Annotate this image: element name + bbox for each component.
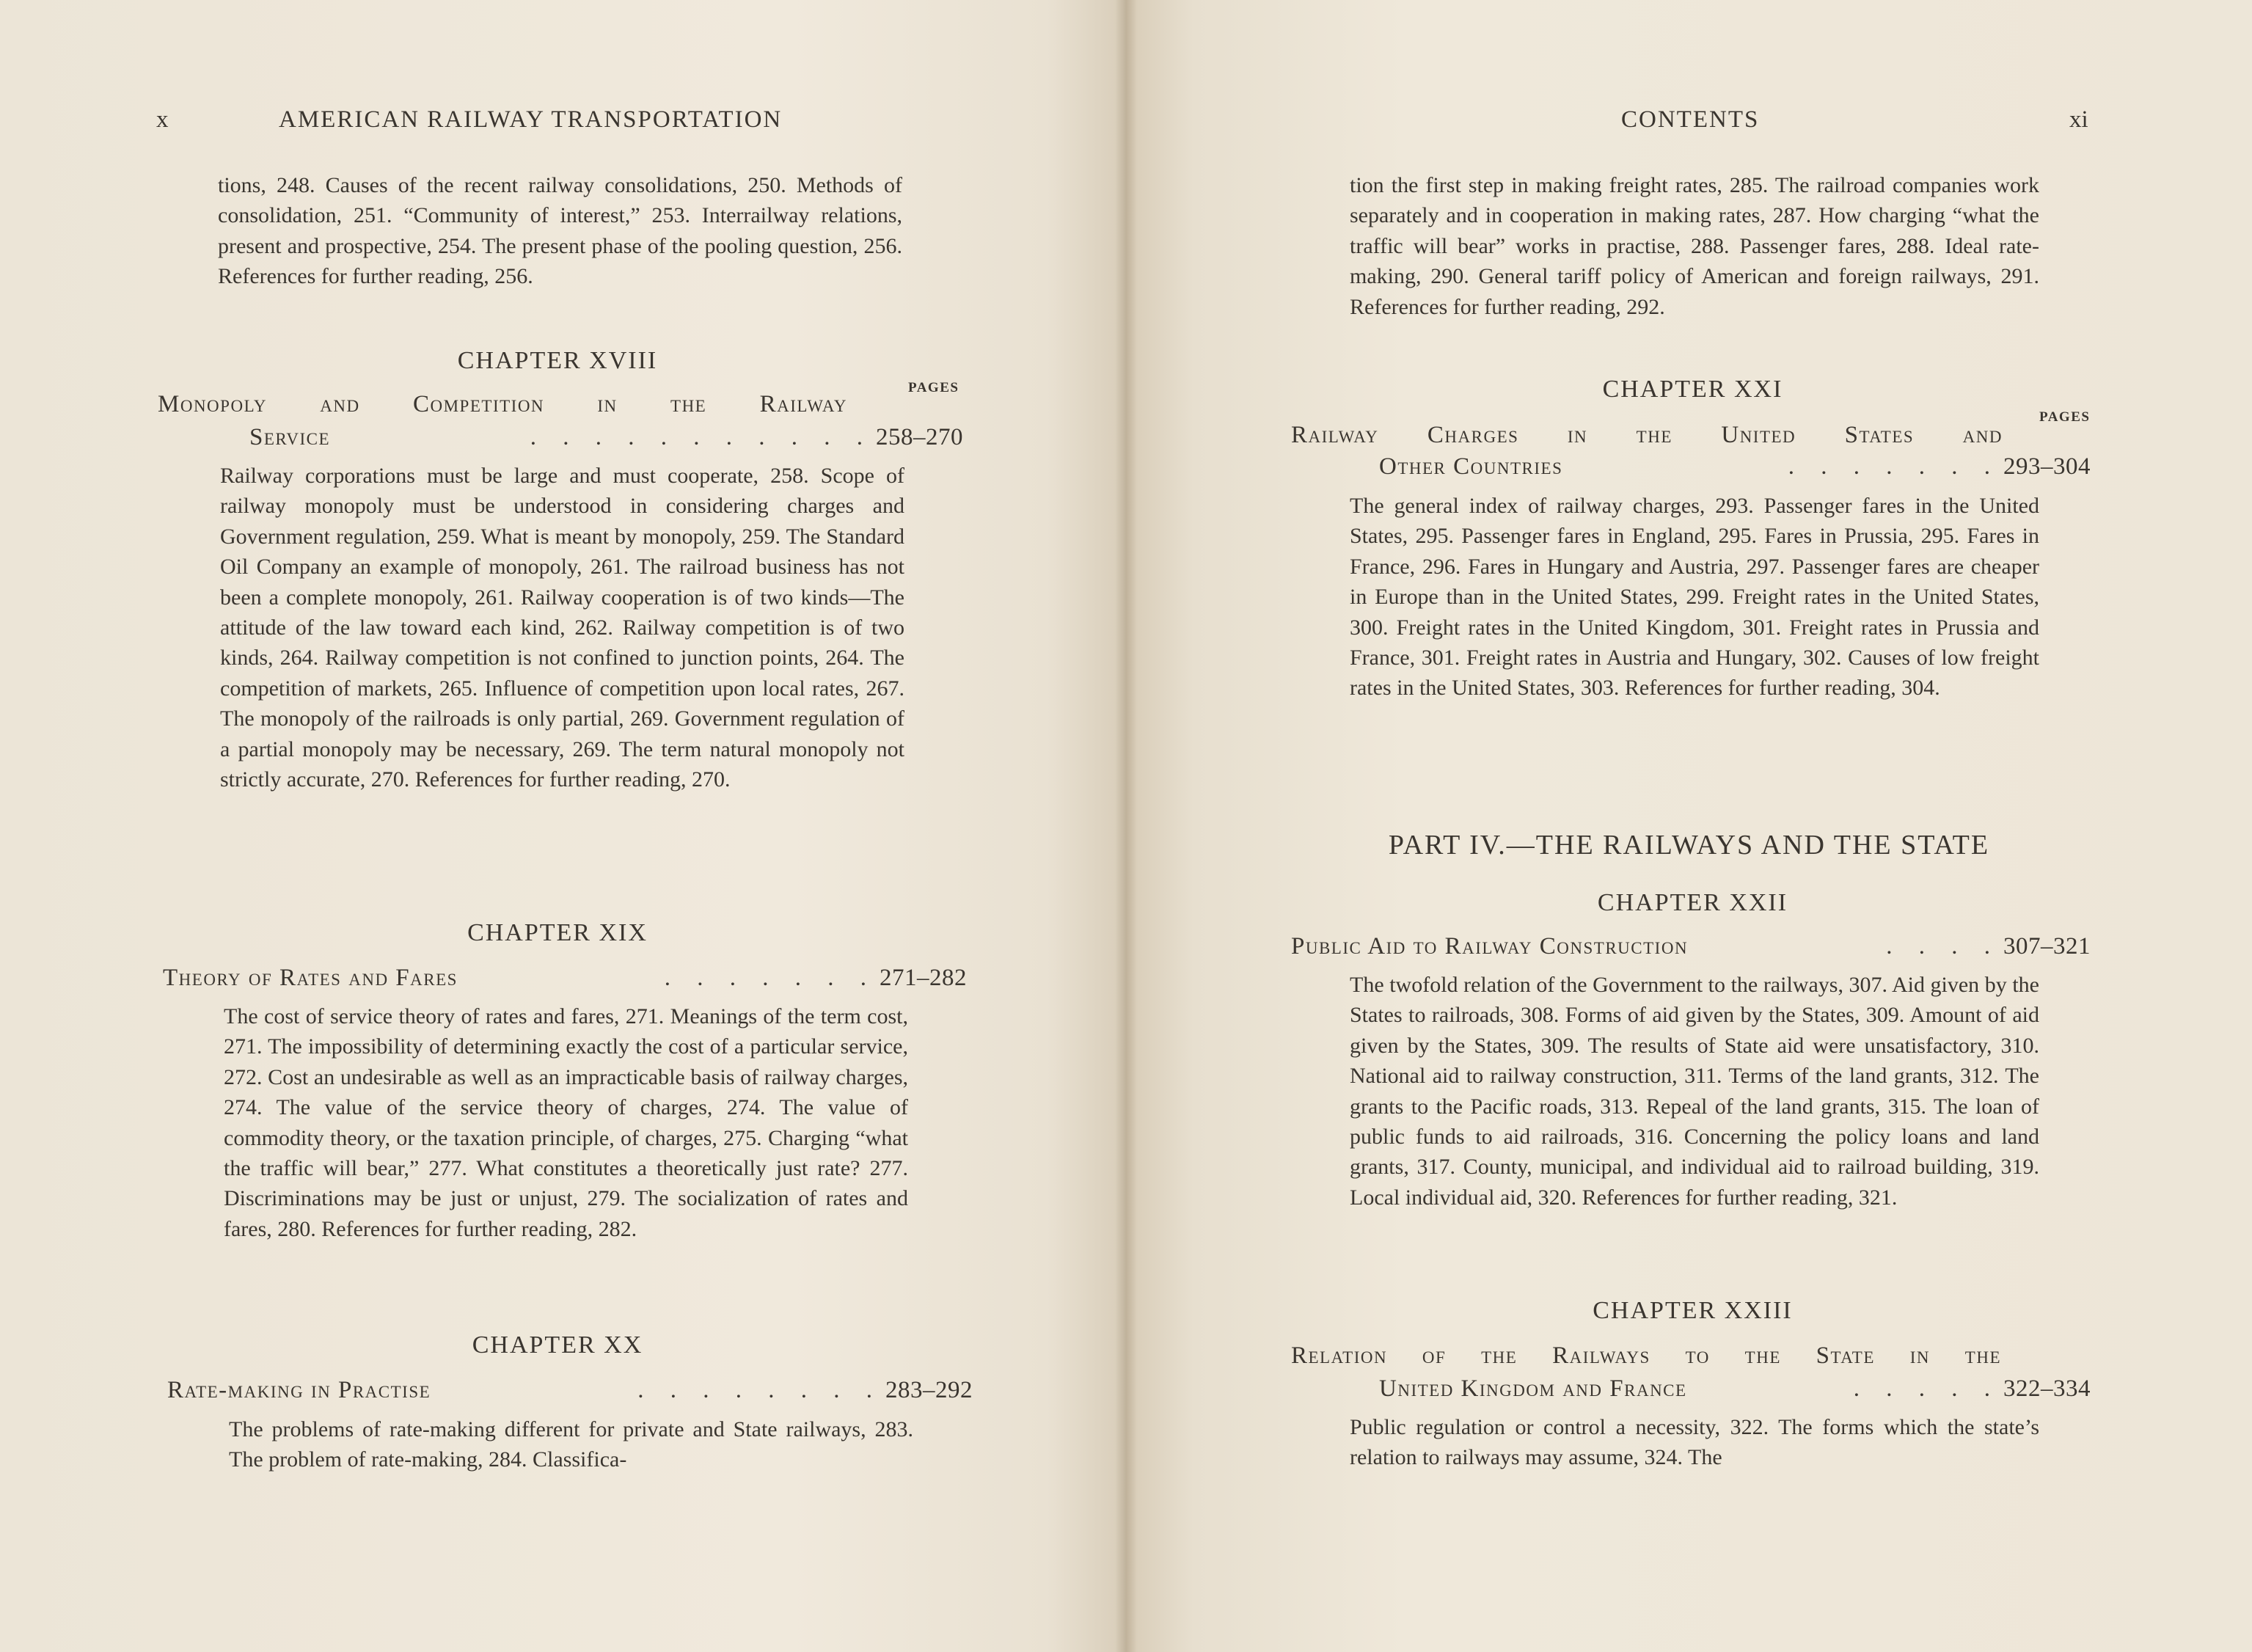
left-continued-paragraph: tions, 248. Causes of the recent railway consolidations, 250. Methods of consolidation, 251. “Community of interest,” 253. Interrailway relations, present and prospective, 254. The present phase of the pooling question, 256. References for further reading, 256. [218, 173, 902, 289]
right-folio: xi [2069, 106, 2088, 133]
chapter-xx-heading: CHAPTER XX [472, 1331, 643, 1359]
leader-dots: . . . . . . . . . . . [530, 424, 873, 450]
right-continued-paragraph: tion the first step in making freight rates, 285. The railroad companies work separately and in cooperation in making rates, 287. How charging “what the traffic will bear” works in practise, 288. Passenger fares, 288. Ideal rate-making, 290. General tariff policy of American and foreign railways, 291. References for further reading, 292. [1350, 173, 2039, 319]
chapter-xix-heading: CHAPTER XIX [467, 919, 648, 946]
chapter-xxii-entry [1291, 933, 2091, 960]
chapter-xxi-heading: CHAPTER XXI [1602, 376, 1783, 403]
chapter-xxi-title-line2: Other Countries [1379, 453, 1563, 480]
chapter-xix-entry [163, 965, 967, 992]
left-folio: x [156, 106, 169, 133]
part-iv-heading: PART IV.—THE RAILWAYS AND THE STATE [1388, 830, 1990, 860]
chapter-xx-pages: 283–292 [885, 1377, 973, 1403]
chapter-xviii-title-line2: Service [249, 424, 331, 450]
chapter-xviii-entry [249, 424, 963, 451]
chapter-xxiii-entry [1379, 1375, 2091, 1403]
leader-dots: . . . . [1886, 933, 2000, 960]
chapter-xxii-summary: The twofold relation of the Government to the railways, 307. Aid given by the States to railroads, 308. Forms of aid given by the States, 309. Amount of aid given by the States, 309. The results of State aid were unsatisfactory, 310. National aid to railway construction, 311. Terms of the land grants, 312. The grants to the Pacific roads, 313. Repeal of the land grants, 315. The loan of public funds to aid railroads, 316. Concerning the policy loans and land grants, 317. County, municipal, and individual aid to railroad building, 319. Local individual aid, 320. References for further reading, 321. [1350, 973, 2039, 1210]
leader-dots: . . . . . [1853, 1375, 2000, 1402]
right-page [1126, 0, 2252, 1652]
chapter-xxii-title: Public Aid to Railway Construction [1291, 933, 1689, 960]
chapter-xix-pages: 271–282 [880, 965, 967, 991]
chapter-xxiii-pages: 322–334 [2003, 1375, 2091, 1402]
chapter-xxiii-title-line2: United Kingdom and France [1379, 1375, 1687, 1402]
leader-dots: . . . . . . . [664, 965, 877, 991]
chapter-xxi-title: Railway Charges in the United States and [1291, 422, 2003, 448]
chapter-xviii-title: Monopoly and Competition in the Railway [158, 391, 847, 417]
chapter-xxii-pages: 307–321 [2003, 933, 2091, 960]
leader-dots: . . . . . . . [1788, 453, 2000, 480]
chapter-xx-title: Rate-making in Practise [167, 1377, 431, 1403]
book-gutter [1115, 0, 1137, 1652]
chapter-xviii-pages: 258–270 [876, 424, 963, 450]
chapter-xix-summary: The cost of service theory of rates and fares, 271. Meanings of the term cost, 271. The impossibility of determining exactly the cost of a particular service, 272. Cost an undesirable as well as an impracticable basis of railway charges, 274. The value of the service theory of charges, 274. The value of commodity theory, or the taxation principle, of charges, 275. Charging “what the traffic will bear,” 277. What constitutes a theoretically just rate? 277. Discriminations may be just or unjust, 279. The socialization of rates and fares, 280. References for further reading, 282. [224, 1004, 908, 1241]
left-pages-label: PAGES [908, 380, 959, 395]
chapter-xxii-heading: CHAPTER XXII [1597, 889, 1788, 916]
chapter-xxiii-summary: Public regulation or control a necessity, 322. The forms which the state’s relation to railways may assume, 324. The [1350, 1415, 2039, 1470]
right-pages-label: PAGES [2039, 409, 2091, 425]
chapter-xxiii-title: Relation of the Railways to the State in the [1291, 1342, 2001, 1369]
leader-dots: . . . . . . . . [637, 1377, 882, 1403]
chapter-xxi-summary: The general index of railway charges, 293. Passenger fares in the United States, 295. Passenger fares in England, 295. Fares in Prussia, 295. Fares in France, 296. Fares in Hungary and Austria, 297. Passenger fares are cheaper in Europe than in the United States, 299. Freight rates in the United States, 300. Freight rates in the United Kingdom, 301. Freight rates in Prussia and France, 301. Freight rates in Austria and Hungary, 302. Causes of low freight rates in the United States, 303. References for further reading, 304. [1350, 494, 2039, 701]
chapter-xxiii-heading: CHAPTER XXIII [1593, 1297, 1793, 1324]
right-running-head: CONTENTS [1621, 106, 1760, 133]
chapter-xxi-entry [1379, 453, 2091, 480]
chapter-xix-title: Theory of Rates and Fares [163, 965, 458, 991]
chapter-xviii-summary: Railway corporations must be large and must cooperate, 258. Scope of railway monopoly must be understood in considering charges and Government regulation, 259. What is meant by monopoly, 259. The Standard Oil Company an example of monopoly, 261. The railroad business has not been a complete monopoly, 261. Railway cooperation is of two kinds—The attitude of the law toward each kind, 262. Railway competition is of two kinds, 264. Railway competition is not confined to junction points, 264. The competition of markets, 265. Influence of competition upon local rates, 267. The monopoly of the railroads is only partial, 269. Government regulation of a partial monopoly may be necessary, 269. The term natural monopoly not strictly accurate, 270. References for further reading, 270. [220, 464, 904, 792]
chapter-xxi-pages: 293–304 [2003, 453, 2091, 480]
chapter-xx-summary: The problems of rate-making different for private and State railways, 283. The problem of rate-making, 284. Classifica- [229, 1417, 913, 1472]
chapter-xviii-heading: CHAPTER XVIII [457, 347, 658, 374]
left-running-head: AMERICAN RAILWAY TRANSPORTATION [279, 106, 783, 133]
chapter-xx-entry [167, 1377, 973, 1404]
